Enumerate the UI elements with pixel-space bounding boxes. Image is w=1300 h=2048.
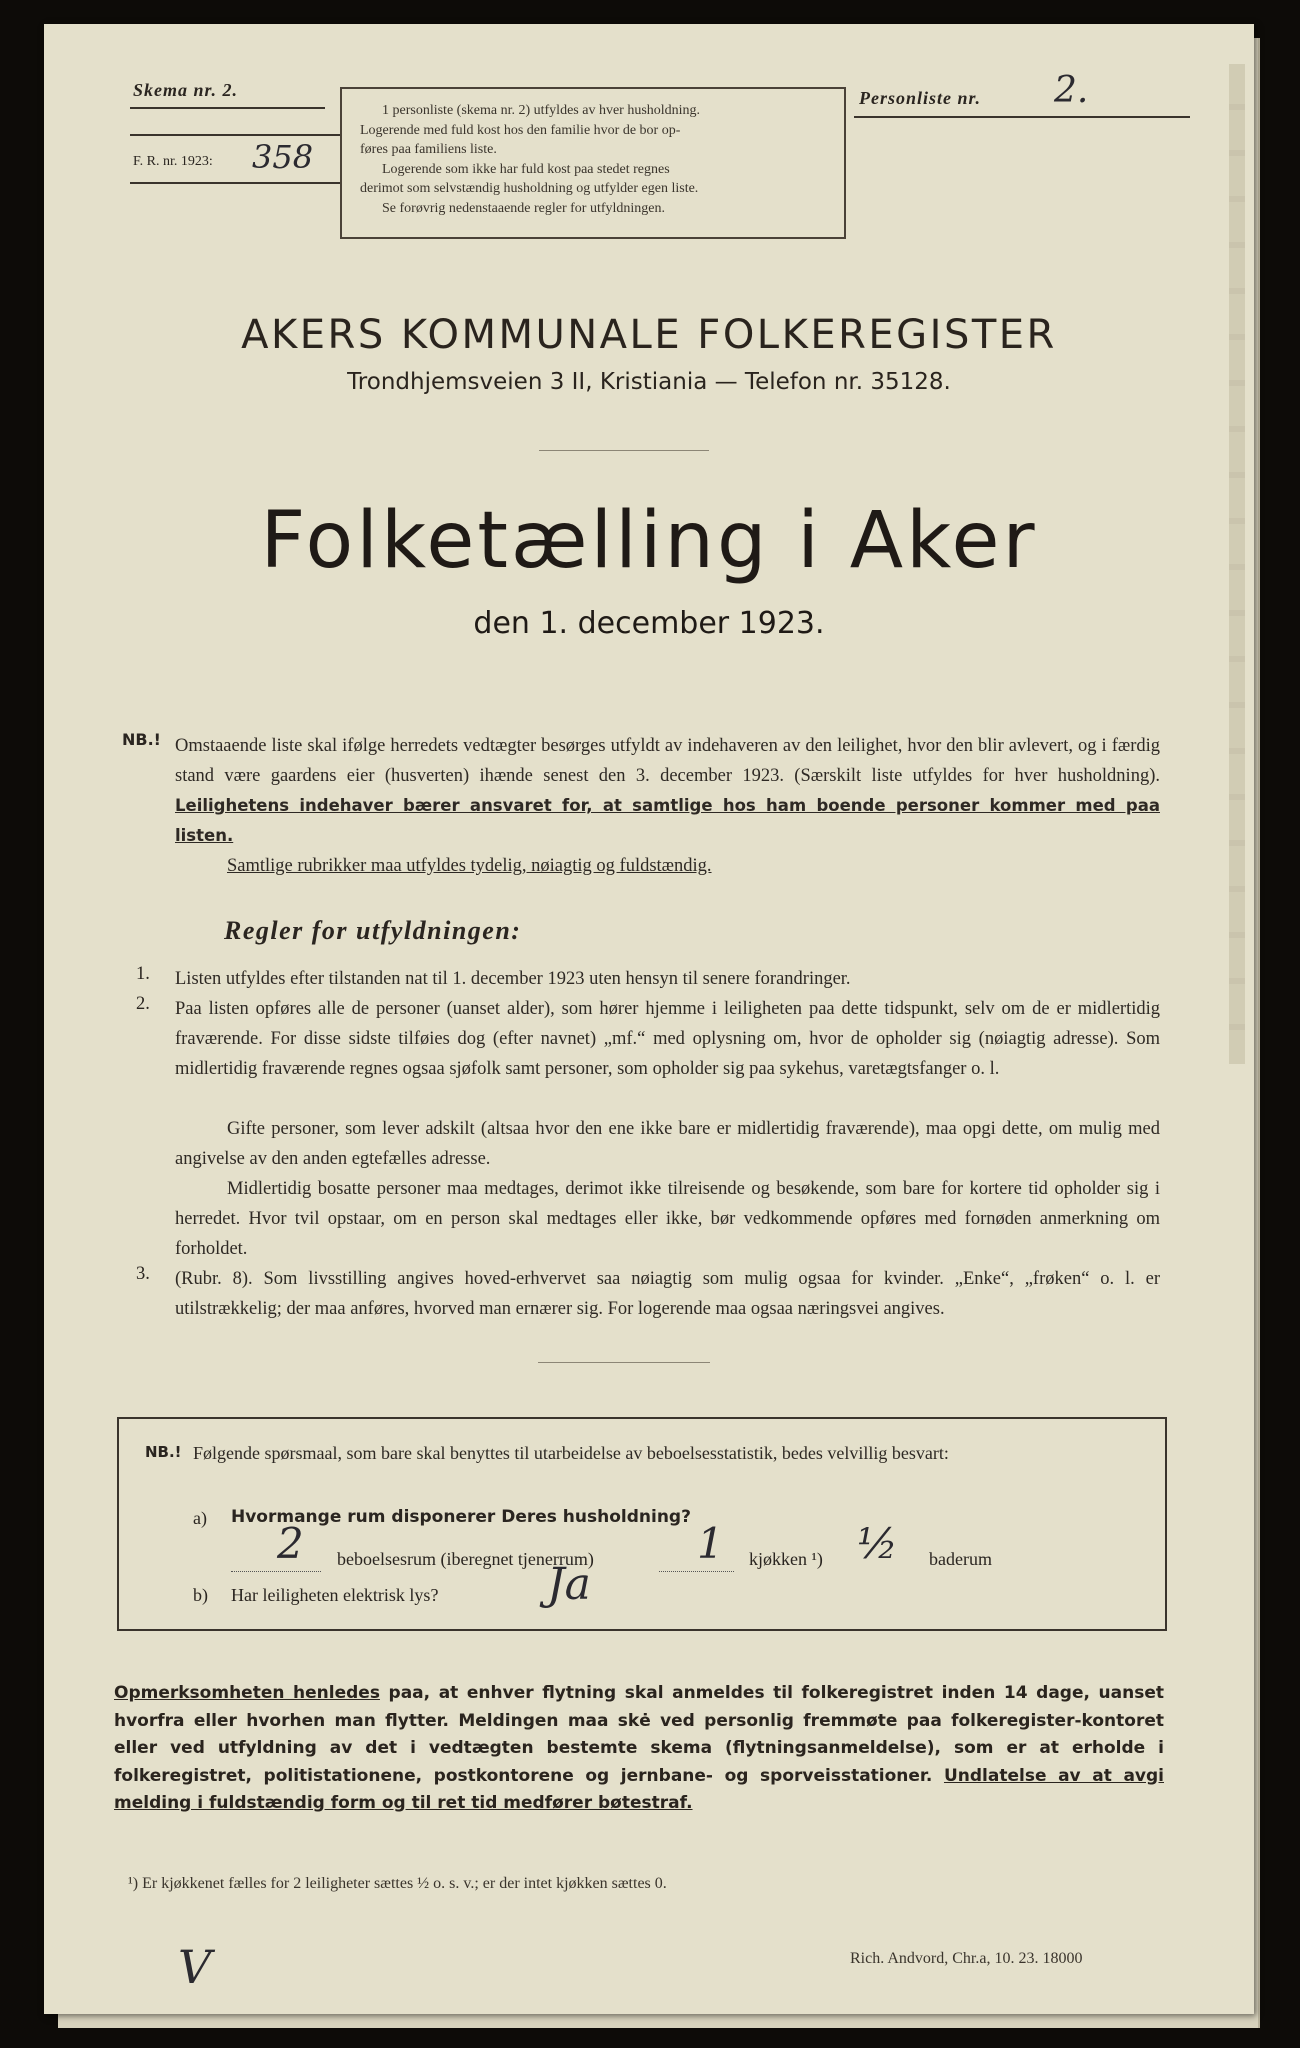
rule-text: Midlertidig bosatte personer maa medtages, derimot ikke tilreisende og besøkende, som bare for kortere tid opholder sig i herredet. Hvor tvil opstaar, om en person skal medtages eller ikke, bør vedkommende opføres med fornøden anmerkning om forholdet.: [175, 1179, 1160, 1259]
moving-notice-lead: Opmerksomheten henledes: [114, 1683, 380, 1703]
housing-statistics-box: [117, 1417, 1167, 1631]
rule-number: 1.: [136, 964, 150, 984]
question-b-text: Har leiligheten elektrisk lys?: [231, 1585, 439, 1605]
rooms-value: 2: [277, 1519, 304, 1568]
notice-line: Logerende med fuld kost hos den familie hvor de bor op-: [360, 122, 681, 138]
skema-label: Skema nr. 2.: [133, 80, 239, 100]
moving-notice-tail: Undlatelse av at avgi melding i fuldstændig form og til ret tid medfører bøtestraf.: [114, 1765, 1164, 1813]
notice-line: derimot som selvstændig husholdning og utfylder egen liste.: [360, 181, 699, 196]
personliste-value: 2.: [1054, 70, 1089, 111]
rule-text: (Rubr. 8). Som livsstilling angives hoved-erhvervet saa nøiagtig som mulig ogsaa for kvinder. „Enke“, „frøken“ o. l. er utilstrækkelig; der maa anføres, hvorved man ernærer sig. For logerende maa ogsaa næringsvei angives.: [175, 1269, 1160, 1319]
rule-text: Paa listen opføres alle de personer (uanset alder), som hører hjemme i leiligheten paa dette tidspunkt, selv om de er midlertidig fraværende. For disse sidste tilføies dog (efter navnet) „mf.“ med oplysning om, hvor de opholder sig (nøiagtig adresse). Som midlertidig fraværende regnes ogsaa sjøfolk samt personer, som opholder sig paa sykehus, varetægtsfanger o. l.: [175, 999, 1160, 1079]
footnote: ¹) Er kjøkkenet fælles for 2 leiligheter sættes ½ o. s. v.; er der intet kjøkken sættes 0.: [128, 1875, 667, 1892]
rule-text: Gifte personer, som lever adskilt (altsaa hvor den ene ikke bare er midlertidig fraværende), maa opgi dette, om mulig med angivelse av den anden egtefælles adresse.: [175, 1119, 1160, 1169]
question-b-label: b): [193, 1585, 208, 1605]
nb-paragraph: [175, 731, 1160, 851]
question-a: Hvormange rum disponerer Deres husholdning?: [231, 1507, 691, 1527]
fr-label: F. R. nr. 1923:: [133, 154, 213, 169]
census-date: den 1. december 1923.: [473, 606, 825, 641]
question-b: [231, 1585, 438, 1606]
bath-value: ½: [857, 1519, 898, 1568]
rule-number: 2.: [136, 994, 150, 1014]
notice-line: 1 personliste (skema nr. 2) utfyldes av hver husholdning.: [382, 103, 701, 118]
nb-last-line-text: Samtlige rubrikker maa utfyldes tydelig, nøiagtig og fuldstændig.: [227, 856, 712, 876]
notice-line: Logerende som ikke har fuld kost paa stedet regnes: [382, 161, 670, 177]
rules-title: Regler for utfyldningen:: [224, 916, 522, 945]
org-name: AKERS KOMMUNALE FOLKEREGISTER: [241, 312, 1057, 358]
moving-notice-text: paa, at enhver flytning skal anmeldes til folkeregistret inden 14 dage, uanset hvorfra eller hvorhen man flytter. Meldingen maa skė ved personlig fremmøte paa folkeregister-kontoret eller ved utfyldning av det i vedtægten bestemte skema (flytningsanmeldelse), som er at erholde i folkeregistret, politistationene, postkontorene og jernbane- og sporveisstationer.: [114, 1683, 1164, 1786]
kitchen-label: kjøkken ¹): [749, 1549, 823, 1569]
personliste-label: Personliste nr.: [859, 88, 982, 108]
moving-notice: [114, 1680, 1164, 1818]
nb2-label: NB.!: [145, 1443, 182, 1461]
rooms-label: beboelsesrum (iberegnet tjenerrum): [337, 1549, 594, 1569]
nb-label: NB.!: [122, 730, 161, 749]
nb-text: Omstaaende liste skal ifølge herredets vedtægter besørges utfyldt av indehaveren av den leilighet, hvor den blir avlevert, og i færdig stand være gaardens eier (husverten) ihænde senest den 3. december 1923. (Særskilt liste utfyldes for hver husholdning).: [175, 736, 1160, 786]
form-page: [44, 24, 1254, 2014]
electric-light-answer: Ja: [547, 1559, 591, 1610]
fr-value: 358: [252, 138, 314, 176]
kitchen-value: 1: [697, 1519, 724, 1568]
notice-box: [340, 87, 846, 239]
notice-line: føres paa familiens liste.: [360, 142, 497, 157]
nb2-intro: Følgende spørsmaal, som bare skal benyttes til utarbeidelse av beboelsesstatistik, bedes velvillig besvart:: [193, 1443, 949, 1463]
bath-label: baderum: [929, 1549, 992, 1569]
nb-bold-text: Leilighetens indehaver bærer ansvaret for, at samtlige hos ham boende personer kommer med paa listen.: [175, 796, 1160, 845]
rooms-dotted-line: [231, 1549, 321, 1572]
page-title: Folketælling i Aker: [260, 496, 1038, 586]
rule-text: Listen utfyldes efter tilstanden nat til 1. december 1923 uten hensyn til senere forandringer.: [175, 969, 851, 989]
org-address: Trondhjemsveien 3 II, Kristiania — Telefon nr. 35128.: [347, 369, 951, 395]
notice-line: Se forøvrig nedenstaaende regler for utfyldningen.: [382, 200, 666, 216]
margin-checkmark: V: [178, 1940, 212, 1994]
nb-last-line: [227, 851, 712, 881]
rule-number: 3.: [136, 1264, 150, 1284]
question-a-label: a): [193, 1508, 207, 1528]
printer-imprint: Rich. Andvord, Chr.a, 10. 23. 18000: [850, 1950, 1083, 1967]
